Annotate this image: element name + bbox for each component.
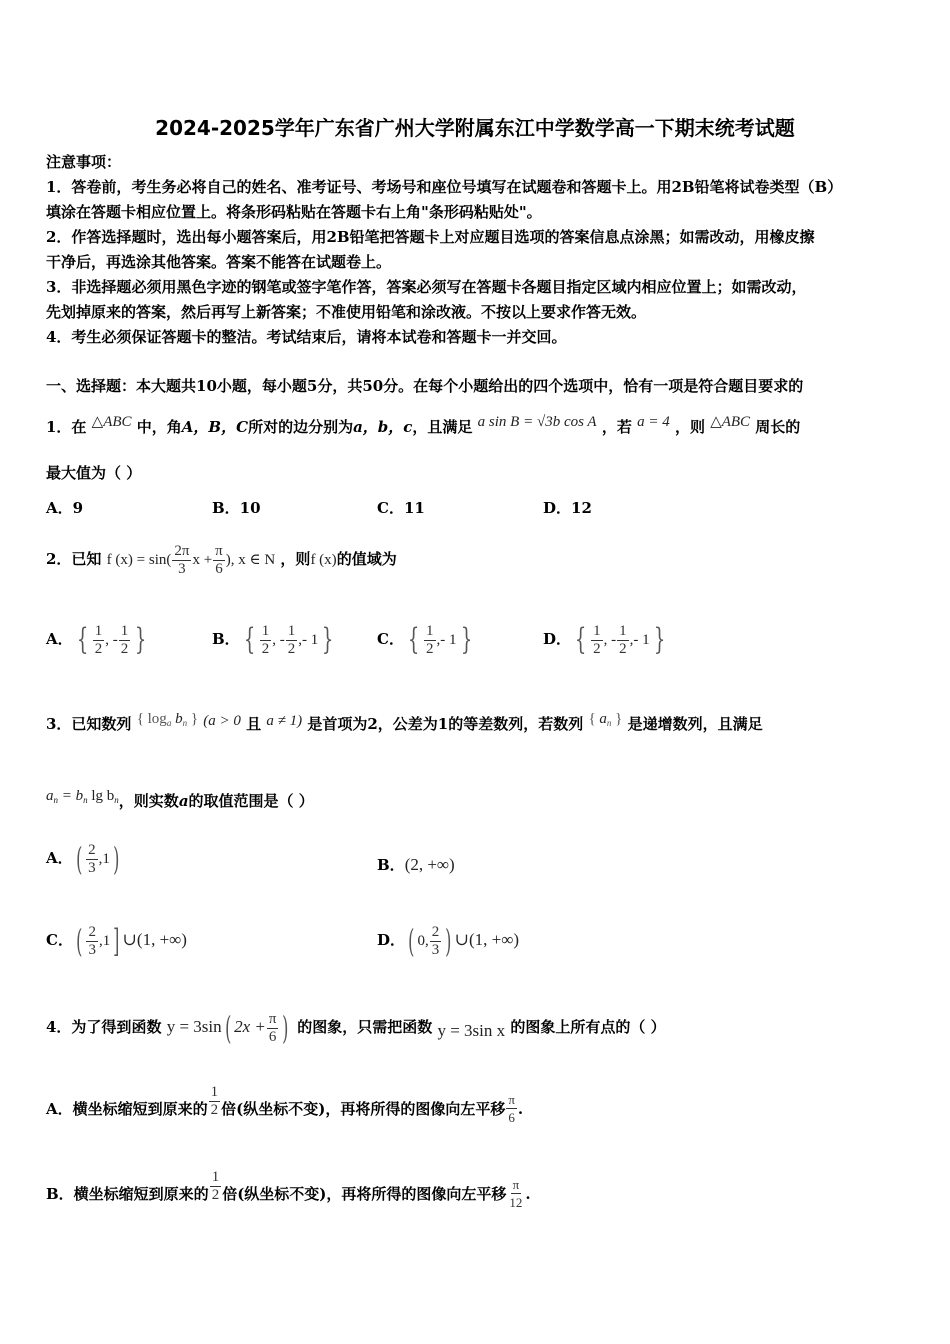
question-1 xyxy=(46,412,800,437)
q3-text-2: 是递增数列，且满足 xyxy=(627,715,763,733)
q1-text-4: ，若 xyxy=(601,418,632,436)
q1-option-d[interactable]: D．12 xyxy=(543,499,592,517)
q3-option-a[interactable]: A．( $\frac{2}{3}$ ,1) xyxy=(46,840,120,878)
q3-number: 3．已知数列 xyxy=(46,715,132,733)
q1-condition: a sin B = √3b cos A xyxy=(477,414,597,430)
q1-option-a[interactable]: A．9 xyxy=(46,499,84,517)
q1-text-2: 所对的边分别为 xyxy=(248,418,354,436)
q1-triangle: △ABC xyxy=(91,414,132,430)
q3-option-d[interactable]: D．( 0, $\frac{2}{3}$ ) ∪(1, +∞) xyxy=(377,922,520,960)
q2-frac-2pi-3: $\frac{2\pi}{3}$ xyxy=(174,542,190,577)
q2-option-b[interactable]: B． { $\frac{1}{2}$ , - $\frac{1}{2}$ ,- 1 } xyxy=(212,622,334,657)
q4-text-1: 的图象，只需把函数 xyxy=(297,1018,433,1036)
notice-line-6: 先划掉原来的答案，然后再写上新答案；不准使用铅笔和涂改液。不按以上要求作答无效。 xyxy=(46,303,647,321)
q1-triangle-2: △ABC xyxy=(710,414,751,430)
q3-cond-1: (a > 0 xyxy=(203,713,241,729)
q3-formula: $a_n = b_n$ $\lg b_n$ xyxy=(46,788,119,805)
q2-option-d[interactable]: D． { $\frac{1}{2}$ , - $\frac{1}{2}$ ,- 1 } xyxy=(543,622,665,657)
q3-option-c[interactable]: C．( $\frac{2}{3}$ ,1] ∪(1, +∞) xyxy=(46,922,187,960)
q1-text-5: ，则 xyxy=(674,418,705,436)
q3-cond-2: a ≠ 1) xyxy=(266,713,303,729)
q3-a-var: a xyxy=(178,792,189,810)
q2-fx: f (x) = sin( xyxy=(106,552,172,568)
q4-number: 4．为了得到函数 xyxy=(46,1018,162,1036)
q2-option-c[interactable]: C． { $\frac{1}{2}$ ,- 1 } xyxy=(377,622,472,657)
q4-frac-pi-6: $\frac{\pi}{6}$ xyxy=(268,1010,277,1045)
notice-line-2: 填涂在答题卡相应位置上。将条形码粘贴在答题卡右上角"条形码粘贴处"。 xyxy=(46,203,542,221)
q4-option-b[interactable]: B．横坐标缩短到原来的 $\frac{1}{2}$ 倍(纵坐标不变)，再将所得的图像向左平移 $\frac{\pi}{12}$ . xyxy=(46,1169,531,1210)
q4-function-2: y = 3sin x xyxy=(437,1021,506,1040)
question-2 xyxy=(46,538,397,581)
q3-text-3: ，则实数 xyxy=(118,792,179,810)
q3-text-4: 的取值范围是（ ） xyxy=(188,792,314,810)
notice-line-1: 1．答卷前，考生务必将自己的姓名、准考证号、考场号和座位号填写在试题卷和答题卡上。用2B铅笔将试卷类型（B） xyxy=(46,178,843,196)
q2-frac-pi-6: $\frac{\pi}{6}$ xyxy=(215,542,223,577)
q1-a-value: a = 4 xyxy=(637,414,670,430)
q2-fx-2: f (x) xyxy=(310,552,337,568)
q2-text-1: ，则 xyxy=(280,550,311,568)
notice-line-7: 4．考生必须保证答题卡的整洁。考试结束后，请将本试卷和答题卡一并交回。 xyxy=(46,328,567,346)
q1-text-6: 周长的 xyxy=(755,418,801,436)
section-heading: 一、选择题：本大题共10小题，每小题5分，共50分。在每个小题给出的四个选项中，恰有一项是符合题目要求的 xyxy=(46,377,804,395)
q2-mid: x + xyxy=(192,552,213,568)
q3-line-2 xyxy=(46,782,314,815)
notice-heading: 注意事项： xyxy=(46,153,122,171)
q1-number: 1．在 xyxy=(46,418,87,436)
q2-option-a[interactable]: A． { $\frac{1}{2}$ , - $\frac{1}{2}$ } xyxy=(46,622,147,657)
q2-text-2: 的值域为 xyxy=(336,550,397,568)
q3-text-1: 是首项为2，公差为1的等差数列，若数列 xyxy=(307,715,584,733)
q3-an-seq: { $a_n$ } xyxy=(588,711,623,728)
question-4: 4．为了得到函数 y = 3sin( 2x + $\frac{\pi}{6}$ ) 的图象，只需把函数 y = 3sin x 的图象上所有点的（ ） xyxy=(46,1009,666,1047)
q1-option-b[interactable]: B．10 xyxy=(212,499,261,517)
q4-option-a[interactable]: A．横坐标缩短到原来的 $\frac{1}{2}$ 倍(纵坐标不变)，再将所得的图像向左平移 $\frac{\pi}{6}$ . xyxy=(46,1084,524,1125)
notice-line-3: 2．作答选择题时，选出每小题答案后，用2B铅笔把答题卡上对应题目选项的答案信息点涂黑；如需改动，用橡皮擦 xyxy=(46,228,815,246)
q3-qie: 且 xyxy=(246,715,262,733)
q4-text-2: 的图象上所有点的（ ） xyxy=(510,1018,666,1036)
q3-log-seq: { $\log_a b_n$ } xyxy=(136,711,199,728)
page-title: 2024-2025学年广东省广州大学附属东江中学数学高一下期末统考试题 xyxy=(155,116,795,140)
notice-line-4: 干净后，再选涂其他答案。答案不能答在试题卷上。 xyxy=(46,253,392,271)
q4-function: y = 3sin xyxy=(166,1017,222,1036)
q1-angles: A，B，C xyxy=(181,418,249,436)
q2-tail: ), x ∈ N xyxy=(225,552,276,568)
q1-text-1: 中，角 xyxy=(136,418,182,436)
q3-option-b[interactable]: B．(2, +∞) xyxy=(377,855,455,874)
q2-number: 2．已知 xyxy=(46,550,102,568)
q1-text-3: ，且满足 xyxy=(412,418,473,436)
q1-line-2: 最大值为（ ） xyxy=(46,464,142,482)
q1-sides: a，b，c xyxy=(353,418,413,436)
q1-option-c[interactable]: C．11 xyxy=(377,499,425,517)
question-3 xyxy=(46,703,763,740)
notice-line-5: 3．非选择题必须用黑色字迹的钢笔或签字笔作答，答案必须写在答题卡各题目指定区域内相应位置上；如需改动， xyxy=(46,278,807,296)
